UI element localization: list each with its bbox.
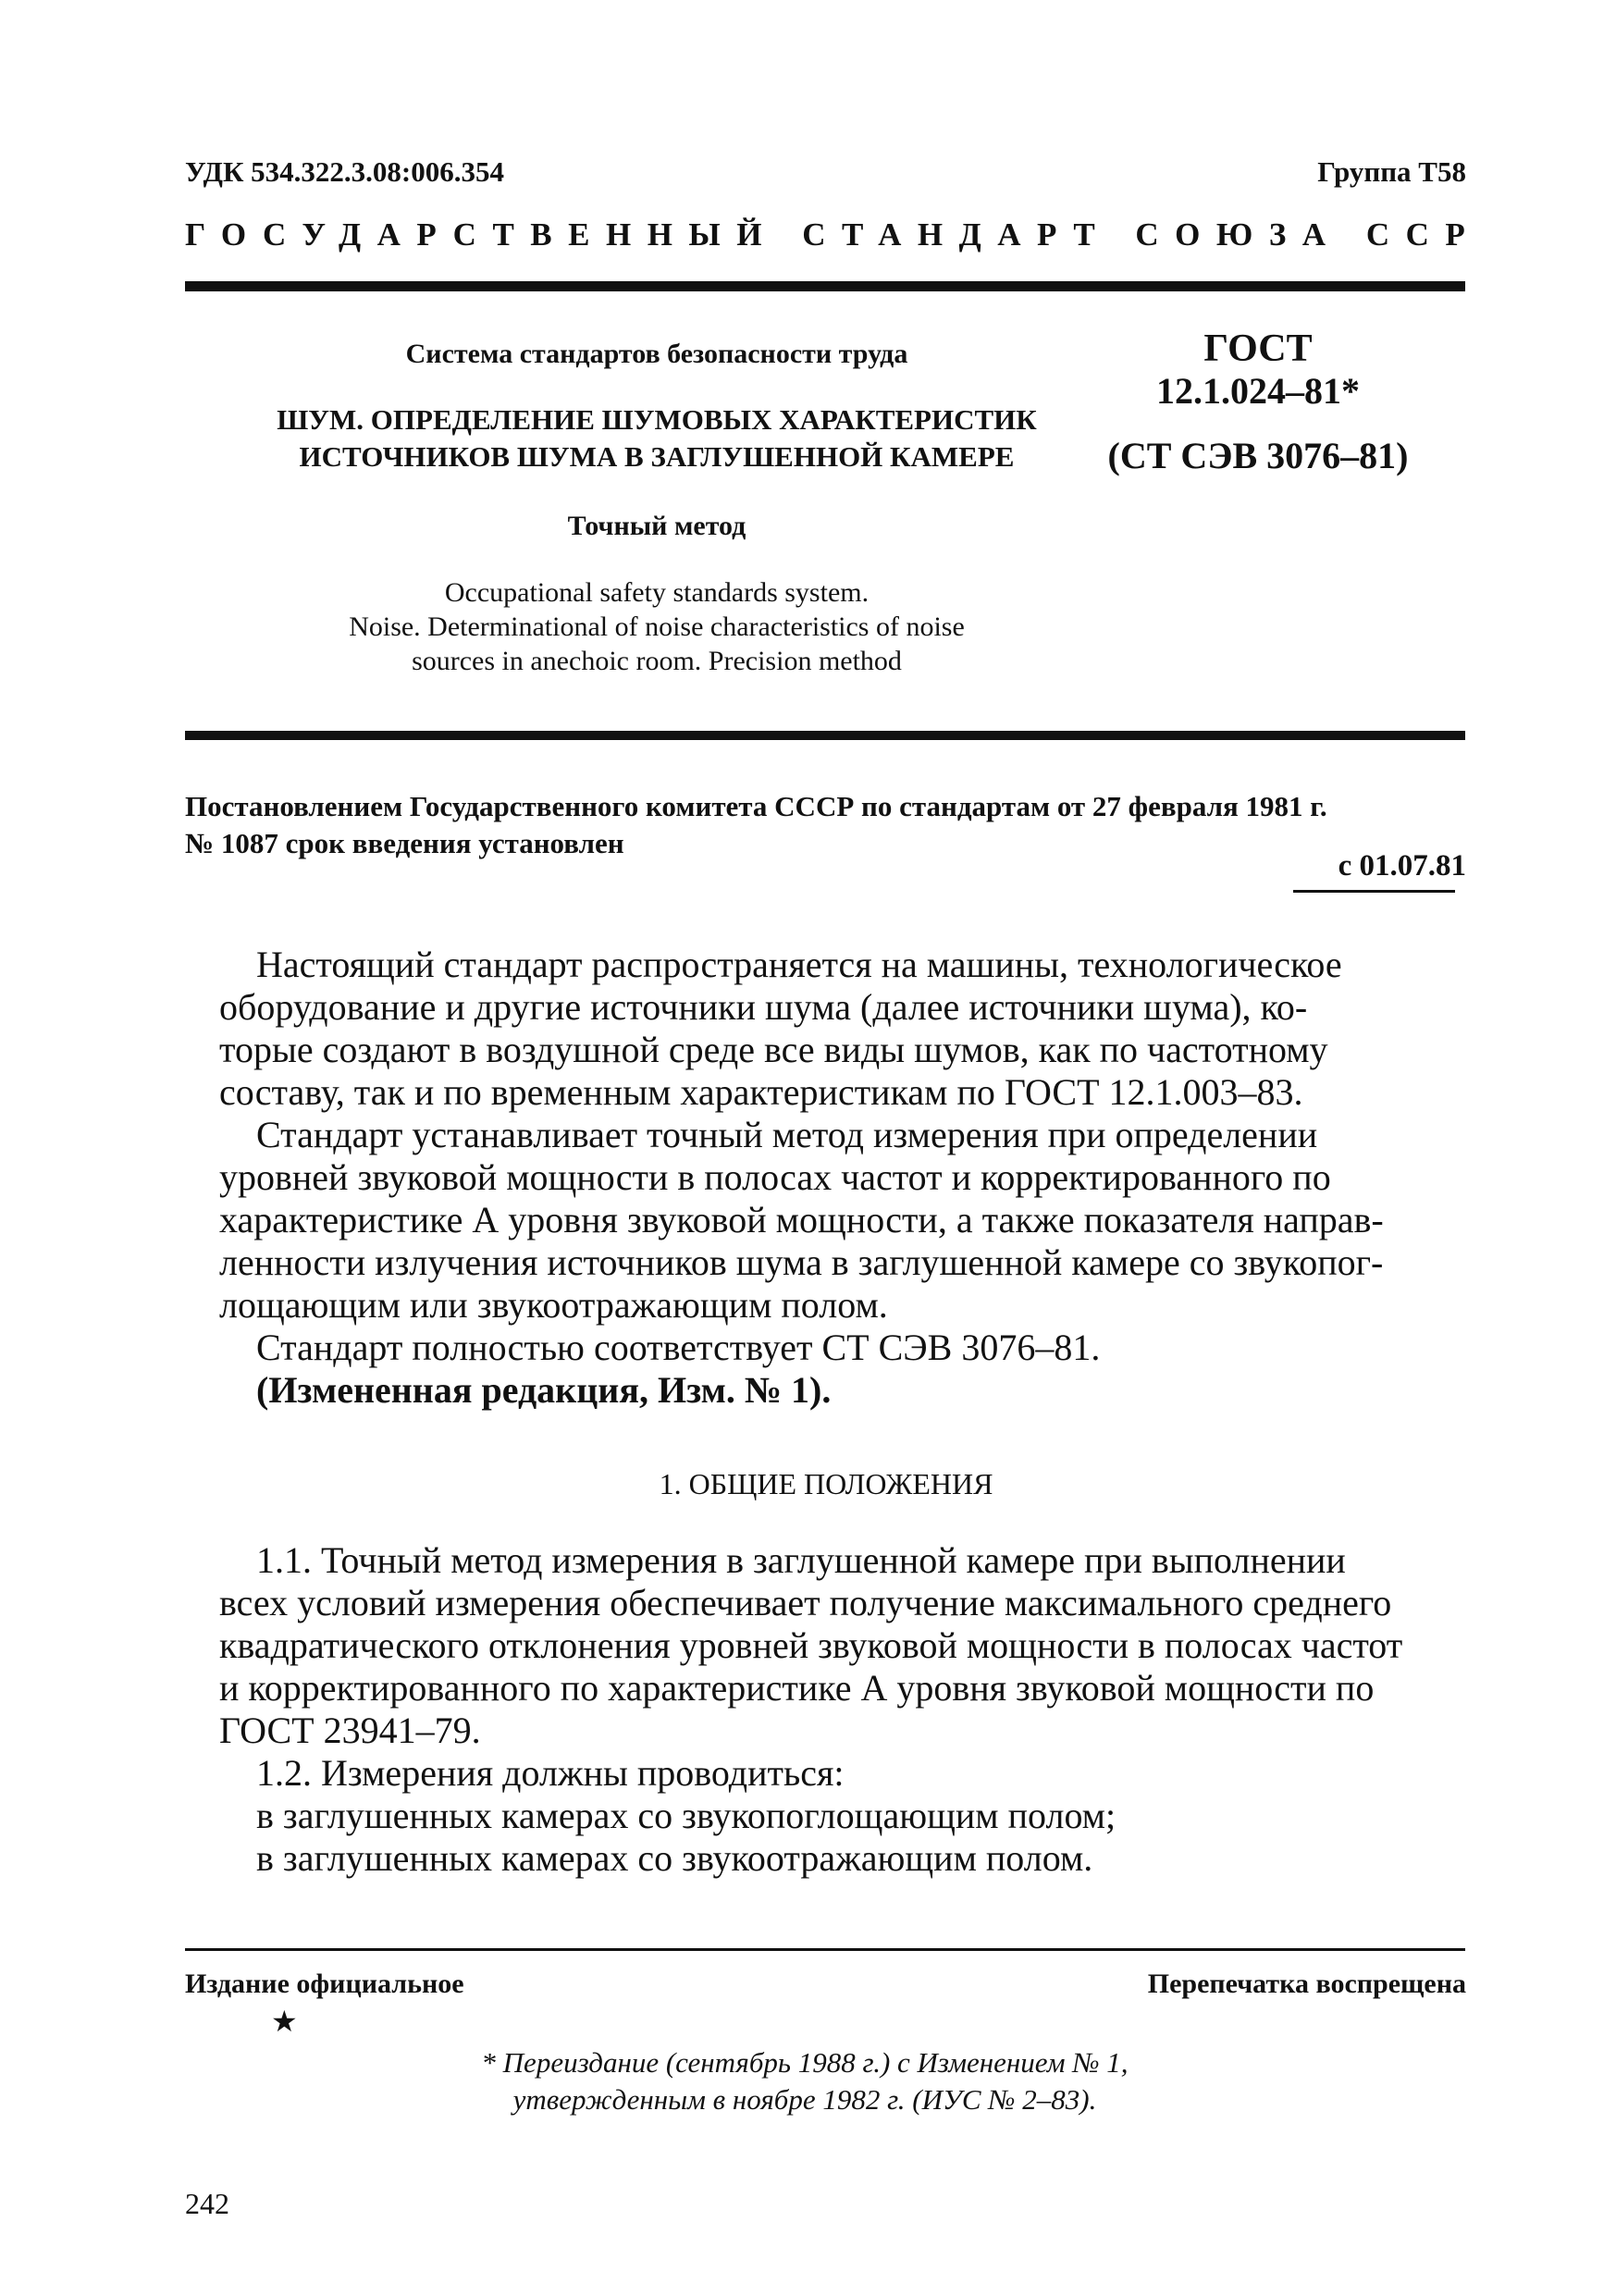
page-number: 242 (185, 2187, 229, 2220)
text-line: 1.2. Измерения должны проводиться: (256, 1752, 845, 1794)
paragraph-1-1 (219, 1539, 1433, 1752)
gost-number: 12.1.024–81* (1156, 370, 1360, 412)
note-line: утвержденным в ноябре 1982 г. (ИУС № 2–83). (512, 2083, 1097, 2116)
amendment-note (219, 1369, 1433, 1412)
text-line: квадратического отклонения уровней звуковой мощности в полосах частот (219, 1624, 1403, 1666)
text-line: 1.1. Точный метод измерения в заглушенной камере при выполнении (256, 1539, 1346, 1581)
text-line: Стандарт устанавливает точный метод измерения при определении (256, 1114, 1318, 1155)
decree-line: Постановлением Государственного комитета СССР по стандартам от 27 февраля 1981 г. (185, 790, 1327, 822)
text-line: характеристике А уровня звуковой мощности, а также показателя направ- (219, 1199, 1384, 1241)
official-edition: Издание официальное (185, 1969, 464, 1999)
list-item: в заглушенных камерах со звукоотражающим полом. (256, 1837, 1093, 1879)
text-line: Стандарт полностью соответствует СТ СЭВ 3076–81. (256, 1327, 1101, 1368)
english-line: Occupational safety standards system. (444, 577, 870, 608)
text-line: оборудование и другие источники шума (далее источники шума), ко- (219, 986, 1308, 1028)
section-heading: 1. ОБЩИЕ ПОЛОЖЕНИЯ (659, 1467, 993, 1500)
text-line: ленности излучения источников шума в заглушенной камере со звукопог- (219, 1241, 1384, 1283)
text-line: и корректированного по характеристике А уровня звуковой мощности по (219, 1667, 1375, 1709)
effective-date: с 01.07.81 (1338, 849, 1466, 883)
banner-title: ГОСУДАРСТВЕННЫЙ СТАНДАРТ СОЮЗА ССР (185, 216, 1482, 253)
english-title (241, 575, 1073, 678)
group-code: Группа Т58 (1317, 155, 1466, 188)
english-line: Noise. Determinational of noise characteristics of noise (349, 611, 965, 642)
reissue-note (389, 2044, 1221, 2118)
top-thick-rule (185, 281, 1465, 291)
text-line: уровней звуковой мощности в полосах частот и корректированного по (219, 1156, 1331, 1198)
decree-line: № 1087 срок введения установлен (185, 827, 624, 859)
footer-rule (185, 1948, 1465, 1951)
cmea-number: (СТ СЭВ 3076–81) (1107, 435, 1409, 476)
english-line: sources in anechoic room. Precision method (412, 646, 902, 676)
text-line: торые создают в воздушной среде все виды шумов, как по частотному (219, 1029, 1328, 1070)
text-line: Настоящий стандарт распространяется на машины, технологическое (256, 944, 1342, 985)
intro-paragraph-2 (219, 1114, 1433, 1327)
system-name: Система стандартов безопасности труда (405, 339, 908, 369)
gost-label: ГОСТ (1203, 327, 1313, 370)
method-name: Точный метод (567, 511, 746, 541)
date-underline (1293, 890, 1455, 893)
intro-paragraph-3 (219, 1327, 1433, 1369)
text-line: лощающим или звукоотражающим полом. (219, 1284, 888, 1326)
middle-thick-rule (185, 731, 1465, 740)
reprint-prohibited: Перепечатка воспрещена (1147, 1969, 1466, 1999)
text-line: всех условий измерения обеспечивает получение максимального среднего (219, 1582, 1392, 1623)
note-line: * Переиздание (сентябрь 1988 г.) с Изменением № 1, (481, 2046, 1129, 2079)
paragraph-1-2 (219, 1752, 1433, 1880)
text-line: составу, так и по временным характеристикам по ГОСТ 12.1.003–83. (219, 1071, 1303, 1113)
list-item: в заглушенных камерах со звукопоглощающим полом; (256, 1795, 1116, 1836)
title-line: ШУМ. ОПРЕДЕЛЕНИЕ ШУМОВЫХ ХАРАКТЕРИСТИК (277, 403, 1037, 436)
text-line: ГОСТ 23941–79. (219, 1710, 481, 1751)
star-icon: ★ (271, 2005, 298, 2038)
document-title (185, 401, 1129, 475)
text-line: (Измененная редакция, Изм. № 1). (256, 1369, 832, 1411)
title-line: ИСТОЧНИКОВ ШУМА В ЗАГЛУШЕННОЙ КАМЕРЕ (299, 440, 1015, 473)
udc-code: УДК 534.322.3.08:006.354 (185, 155, 504, 188)
intro-paragraph-1 (219, 944, 1433, 1114)
